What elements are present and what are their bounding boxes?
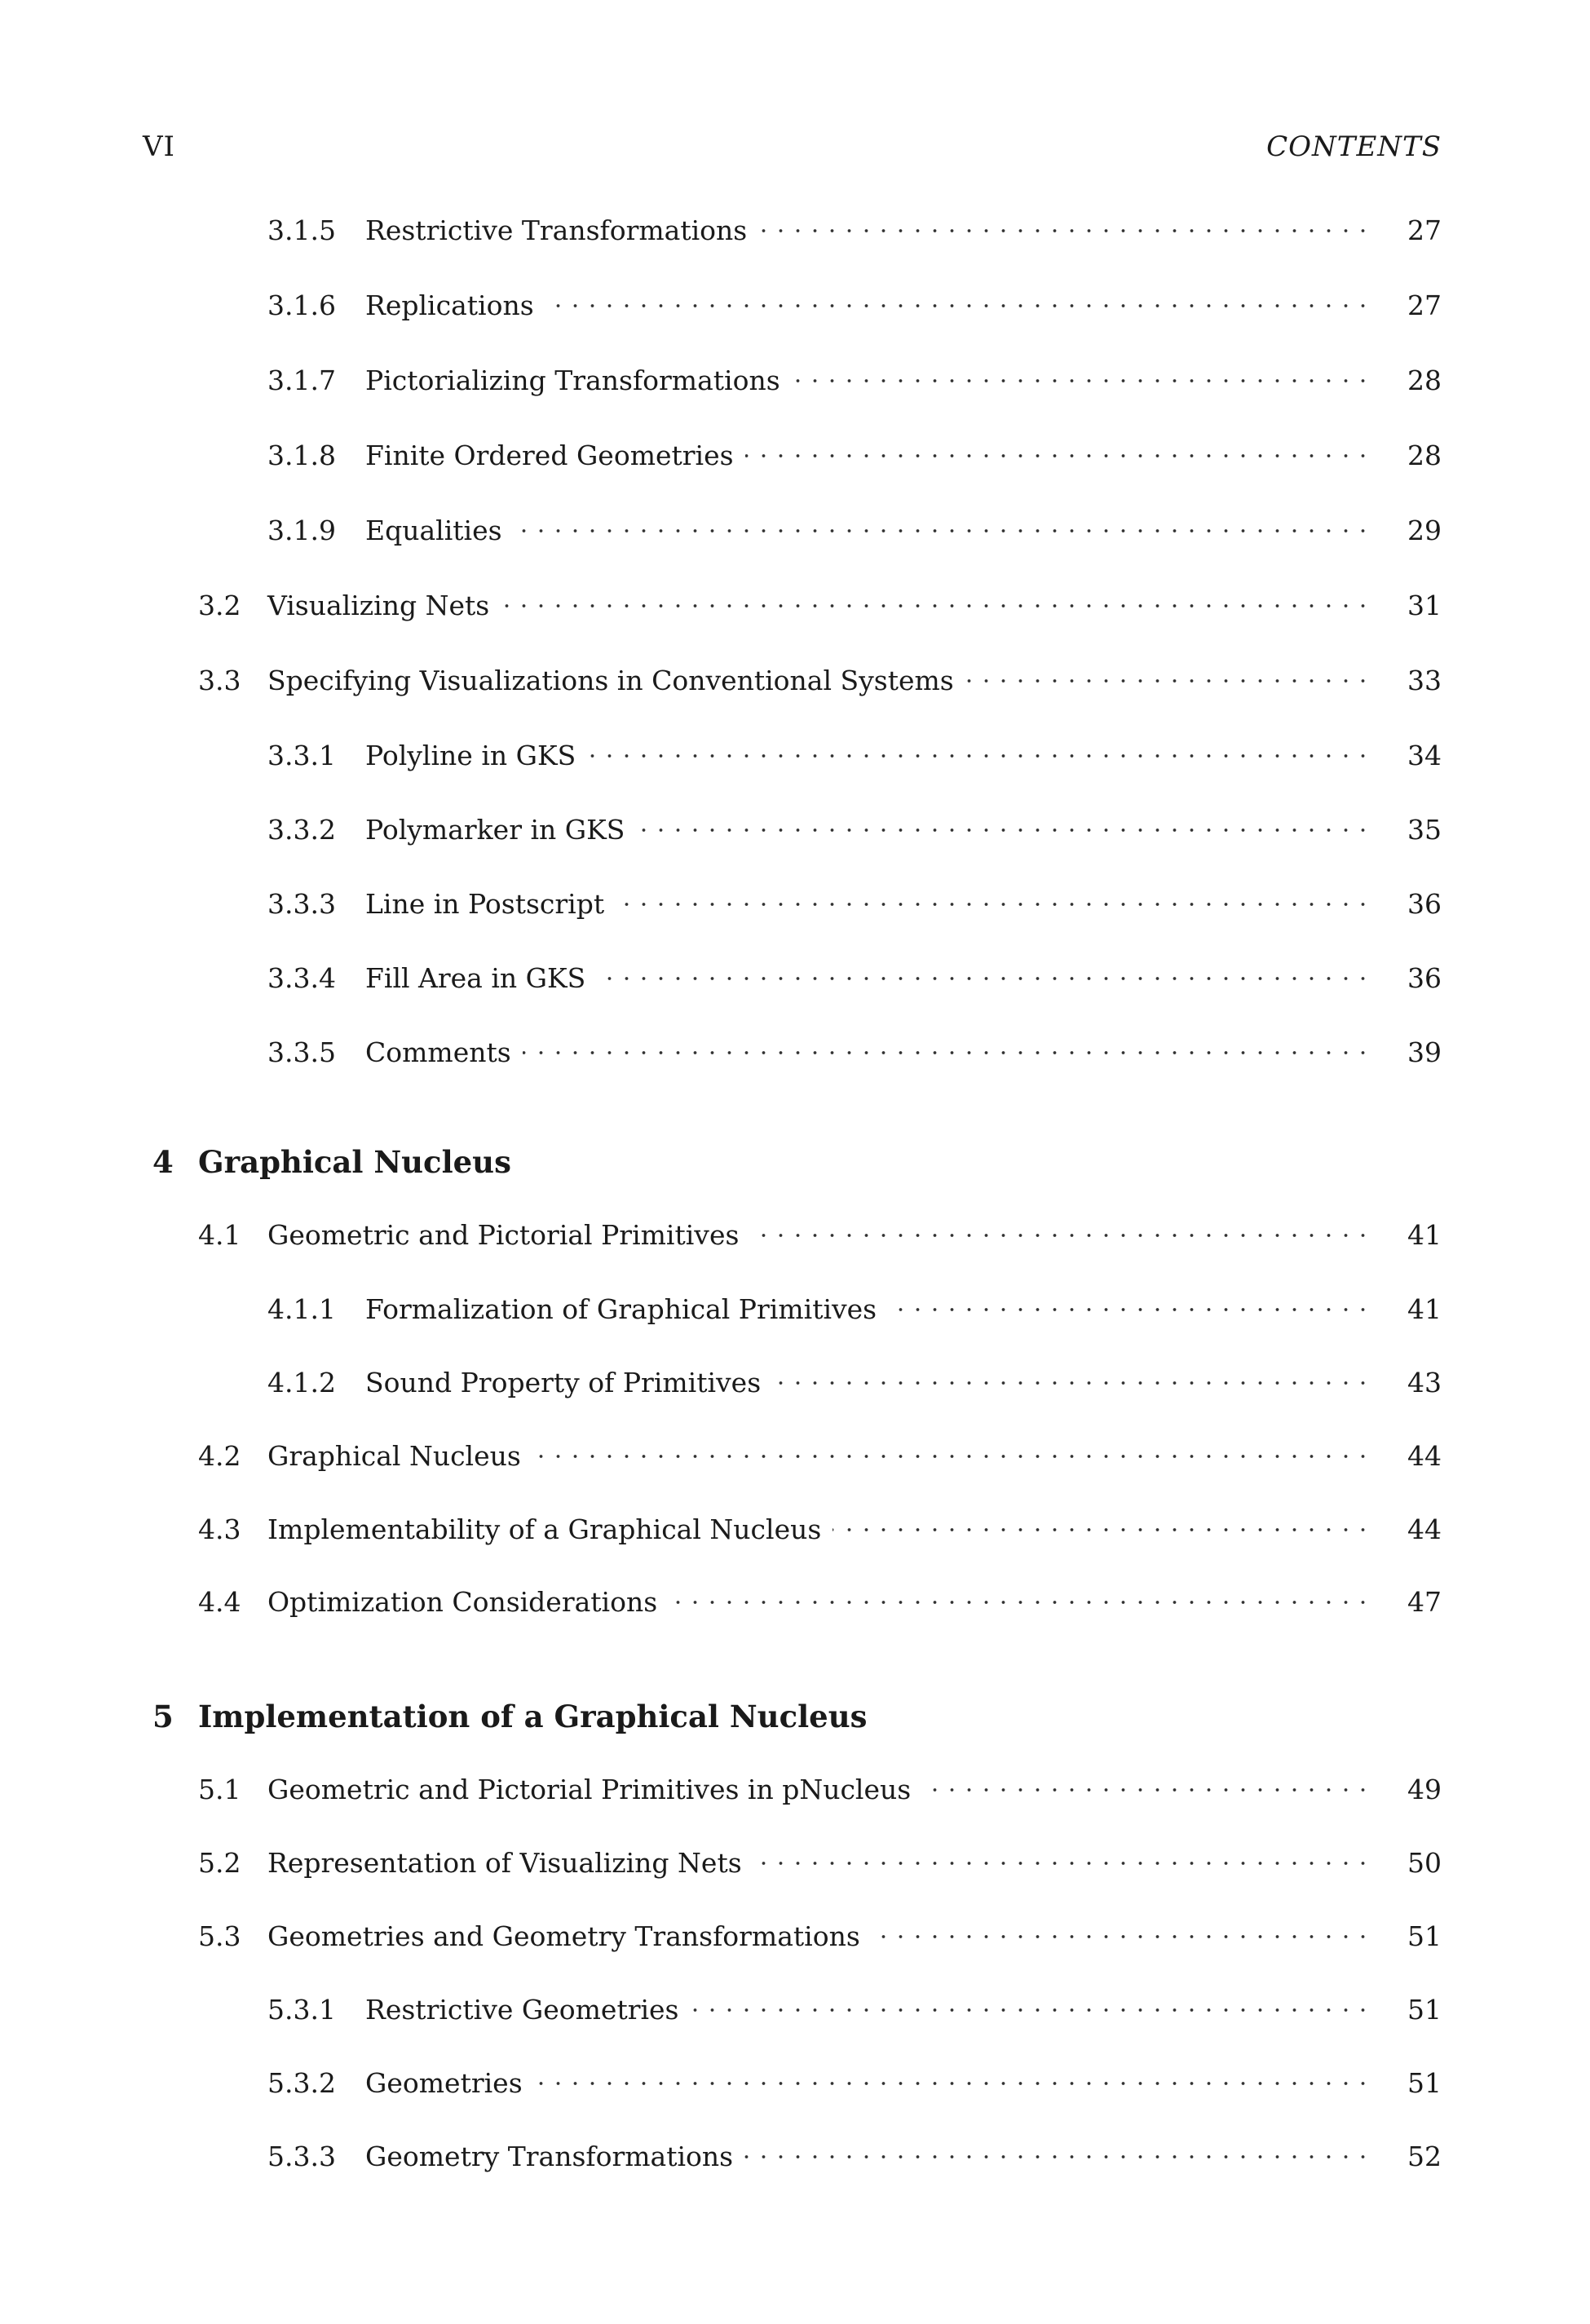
toc-entry-page: 51 <box>1407 1994 1442 2026</box>
toc-entry-title: Line in Postscript <box>365 888 605 920</box>
toc-entry-number: 4.1.2 <box>267 1367 336 1398</box>
toc-entry-page: 29 <box>1407 515 1442 546</box>
toc-entry-3-1-8[interactable] <box>0 435 1590 476</box>
toc-entry-number: 3.1.6 <box>267 289 336 321</box>
toc-entry-title: Geometry Transformations <box>365 2141 734 2172</box>
toc-entry-number: 3.1.7 <box>267 365 336 396</box>
toc-entry-title: Formalization of Graphical Primitives <box>365 1293 877 1325</box>
toc-entry-number: 3.3.3 <box>267 888 336 920</box>
toc-entry-page: 36 <box>1407 962 1442 994</box>
toc-entry-4-3[interactable] <box>0 1509 1590 1550</box>
dot-leader <box>691 1990 1374 2030</box>
toc-entry-page: 50 <box>1407 1847 1442 1879</box>
toc-entry-5-2[interactable] <box>0 1843 1590 1884</box>
toc-entry-page: 51 <box>1407 2067 1442 2099</box>
toc-entry-5-3-2[interactable] <box>0 2063 1590 2104</box>
toc-entry-number: 3.3.4 <box>267 962 336 994</box>
toc-entry-title: Geometries and Geometry Transformations <box>267 1920 860 1952</box>
dot-leader <box>833 1509 1374 1550</box>
toc-entry-page: 35 <box>1407 814 1442 846</box>
dot-leader <box>792 360 1374 401</box>
toc-entry-title: Restrictive Transformations <box>365 214 748 246</box>
toc-entry-page: 28 <box>1407 365 1442 396</box>
toc-entry-number: 3.3.1 <box>267 740 336 771</box>
chapter-number: 4 <box>152 1144 174 1180</box>
toc-entry-number: 4.2 <box>198 1440 241 1472</box>
toc-entry-title: Comments <box>365 1036 511 1068</box>
toc-entry-title: Geometries <box>365 2067 523 2099</box>
dot-leader <box>922 1770 1374 1810</box>
toc-entry-5-3-1[interactable] <box>0 1990 1590 2030</box>
toc-entry-3-1-9[interactable] <box>0 510 1590 551</box>
toc-entry-3-3-1[interactable] <box>0 736 1590 776</box>
toc-entry-title: Sound Property of Primitives <box>365 1367 762 1398</box>
toc-entry-title: Fill Area in GKS <box>365 962 586 994</box>
running-title: CONTENTS <box>1266 130 1442 163</box>
toc-entry-page: 44 <box>1407 1440 1442 1472</box>
toc-entry-number: 3.2 <box>198 590 241 621</box>
dot-leader <box>532 1436 1374 1477</box>
toc-entry-4-2[interactable] <box>0 1436 1590 1477</box>
dot-leader <box>745 435 1374 476</box>
toc-entry-number: 3.1.5 <box>267 214 336 246</box>
toc-chapter-5[interactable] <box>0 1696 1590 1737</box>
toc-entry-title: Implementability of a Graphical Nucleus <box>267 1513 822 1545</box>
toc-entry-title: Specifying Visualizations in Conventional Systems <box>267 665 954 696</box>
toc-entry-5-3-3[interactable] <box>0 2136 1590 2177</box>
toc-entry-number: 5.1 <box>198 1774 241 1805</box>
toc-entry-number: 4.4 <box>198 1586 241 1618</box>
toc-entry-number: 3.3 <box>198 665 241 696</box>
toc-entry-number: 5.3.3 <box>267 2141 336 2172</box>
dot-leader <box>888 1289 1374 1330</box>
toc-entry-3-3-4[interactable] <box>0 958 1590 999</box>
dot-leader <box>534 2063 1374 2104</box>
toc-entry-title: Equalities <box>365 515 502 546</box>
toc-entry-page: 28 <box>1407 440 1442 471</box>
toc-entry-page: 43 <box>1407 1367 1442 1398</box>
toc-entry-4-4[interactable] <box>0 1582 1590 1623</box>
toc-entry-number: 5.3.1 <box>267 1994 336 2026</box>
toc-entry-page: 34 <box>1407 740 1442 771</box>
toc-entry-number: 5.3 <box>198 1920 241 1952</box>
toc-entry-3-1-7[interactable] <box>0 360 1590 401</box>
toc-entry-title: Geometric and Pictorial Primitives <box>267 1219 740 1251</box>
chapter-number: 5 <box>152 1699 174 1734</box>
toc-entry-title: Replications <box>365 289 534 321</box>
toc-entry-page: 41 <box>1407 1219 1442 1251</box>
toc-entry-3-3-3[interactable] <box>0 884 1590 925</box>
toc-entry-page: 27 <box>1407 289 1442 321</box>
dot-leader <box>750 1215 1374 1256</box>
dot-leader <box>872 1916 1374 1957</box>
dot-leader <box>597 958 1374 999</box>
dot-leader <box>587 736 1374 776</box>
toc-entry-number: 3.3.2 <box>267 814 336 846</box>
dot-leader <box>772 1363 1374 1403</box>
toc-entry-5-1[interactable] <box>0 1770 1590 1810</box>
toc-entry-4-1[interactable] <box>0 1215 1590 1256</box>
toc-entry-title: Visualizing Nets <box>267 590 490 621</box>
toc-entry-3-3-5[interactable] <box>0 1032 1590 1073</box>
toc-entry-title: Polyline in GKS <box>365 740 576 771</box>
toc-entry-number: 3.1.9 <box>267 515 336 546</box>
toc-entry-page: 52 <box>1407 2141 1442 2172</box>
toc-chapter-4[interactable] <box>0 1142 1590 1182</box>
toc-entry-title: Geometric and Pictorial Primitives in pNucleus <box>267 1774 912 1805</box>
toc-entry-title: Finite Ordered Geometries <box>365 440 734 471</box>
toc-entry-number: 4.3 <box>198 1513 241 1545</box>
toc-entry-3-1-6[interactable] <box>0 285 1590 326</box>
chapter-title: Graphical Nucleus <box>198 1144 511 1180</box>
dot-leader <box>514 510 1374 551</box>
toc-entry-number: 5.3.2 <box>267 2067 336 2099</box>
dot-leader <box>758 210 1374 251</box>
toc-entry-title: Graphical Nucleus <box>267 1440 521 1472</box>
dot-leader <box>616 884 1374 925</box>
toc-entry-page: 27 <box>1407 214 1442 246</box>
toc-entry-3-3[interactable] <box>0 661 1590 701</box>
dot-leader <box>636 810 1374 851</box>
dot-leader <box>669 1582 1374 1623</box>
toc-entry-title: Polymarker in GKS <box>365 814 625 846</box>
dot-leader <box>523 1032 1374 1073</box>
toc-entry-3-3-2[interactable] <box>0 810 1590 851</box>
toc-entry-page: 36 <box>1407 888 1442 920</box>
dot-leader <box>545 285 1374 326</box>
toc-entry-page: 49 <box>1407 1774 1442 1805</box>
toc-entry-4-1-2[interactable] <box>0 1363 1590 1403</box>
toc-entry-page: 33 <box>1407 665 1442 696</box>
chapter-title: Implementation of a Graphical Nucleus <box>198 1699 868 1734</box>
toc-entry-number: 4.1.1 <box>267 1293 336 1325</box>
toc-entry-page: 44 <box>1407 1513 1442 1545</box>
toc-entry-5-3[interactable] <box>0 1916 1590 1957</box>
toc-entry-page: 51 <box>1407 1920 1442 1952</box>
toc-entry-title: Optimization Considerations <box>267 1586 658 1618</box>
toc-entry-page: 47 <box>1407 1586 1442 1618</box>
toc-entry-3-2[interactable] <box>0 585 1590 626</box>
toc-entry-4-1-1[interactable] <box>0 1289 1590 1330</box>
toc-entry-number: 4.1 <box>198 1219 241 1251</box>
toc-entry-number: 5.2 <box>198 1847 241 1879</box>
dot-leader <box>501 585 1374 626</box>
dot-leader <box>965 661 1374 701</box>
toc-entry-title: Representation of Visualizing Nets <box>267 1847 742 1879</box>
dot-leader <box>744 2136 1374 2177</box>
dot-leader <box>753 1843 1374 1884</box>
page-number-label: VI <box>143 130 175 163</box>
toc-entry-3-1-5[interactable] <box>0 210 1590 251</box>
toc-entry-page: 31 <box>1407 590 1442 621</box>
toc-entry-title: Pictorializing Transformations <box>365 365 780 396</box>
toc-entry-title: Restrictive Geometries <box>365 1994 679 2026</box>
toc-entry-number: 3.1.8 <box>267 440 336 471</box>
toc-entry-page: 41 <box>1407 1293 1442 1325</box>
toc-entry-number: 3.3.5 <box>267 1036 336 1068</box>
toc-entry-page: 39 <box>1407 1036 1442 1068</box>
